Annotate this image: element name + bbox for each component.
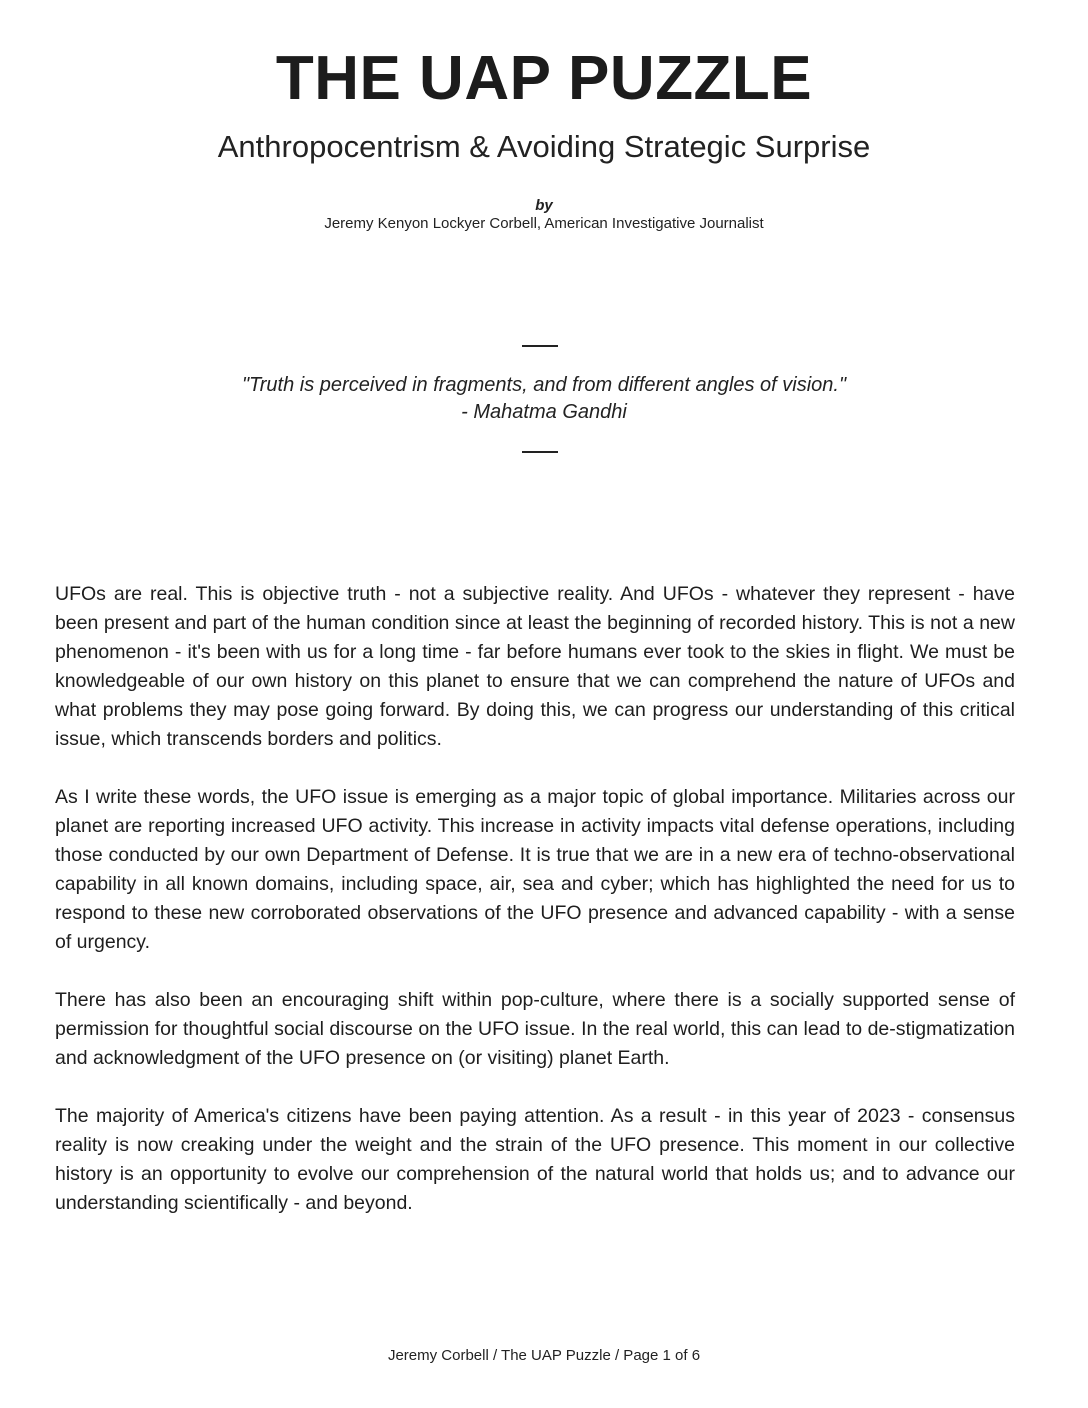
divider-bottom: [522, 451, 558, 453]
paragraph: As I write these words, the UFO issue is emerging as a major topic of global importance. Militaries across our planet are reporting increased UFO activity. This increase in activity impacts vital defense operations, including those conducted by our own Department of Defense. It is true that we are in a new era of techno-observational capability in all known domains, including space, air, sea and cyber; which has highlighted the need for us to respond to these new corroborated observations of the UFO presence and advanced capability - with a sense of urgency.: [55, 786, 1015, 953]
document-title: THE UAP PUZZLE: [275, 44, 813, 113]
paragraph: There has also been an encouraging shift within pop-culture, where there is a socially supported sense of permission for thoughtful social discourse on the UFO issue. In the real world, this can lead to de-stigmatization and acknowledgment of the UFO presence on (or visiting) planet Earth.: [55, 989, 1015, 1069]
paragraph: UFOs are real. This is objective truth - not a subjective reality. And UFOs - whatever they represent - have been present and part of the human condition since at least the beginning of recorded history. This is not a new phenomenon - it's been with us for a long time - far before humans ever took to the skies in flight. We must be knowledgeable of our own history on this planet to ensure that we can comprehend the nature of UFOs and what problems they may pose going forward. By doing this, we can progress our understanding of this critical issue, which transcends borders and politics.: [55, 583, 1015, 750]
document-subtitle: Anthropocentrism & Avoiding Strategic Surprise: [217, 129, 871, 164]
quote-text: "Truth is perceived in fragments, and from different angles of vision.": [241, 374, 847, 396]
quote-attribution: - Mahatma Gandhi: [461, 401, 627, 423]
byline: by: [535, 197, 553, 214]
divider-top: [522, 345, 558, 347]
author-line: Jeremy Kenyon Lockyer Corbell, American Investigative Journalist: [324, 215, 764, 232]
paragraph: The majority of America's citizens have been paying attention. As a result - in this year of 2023 - consensus reality is now creaking under the weight and the strain of the UFO presence. This moment in our collective history is an opportunity to evolve our comprehension of the natural world that holds us; and to advance our understanding scientifically - and beyond.: [55, 1105, 1015, 1214]
body-text: [55, 580, 1015, 1247]
epigraph: [0, 372, 1088, 426]
page-footer: Jeremy Corbell / The UAP Puzzle / Page 1 of 6: [387, 1347, 701, 1364]
